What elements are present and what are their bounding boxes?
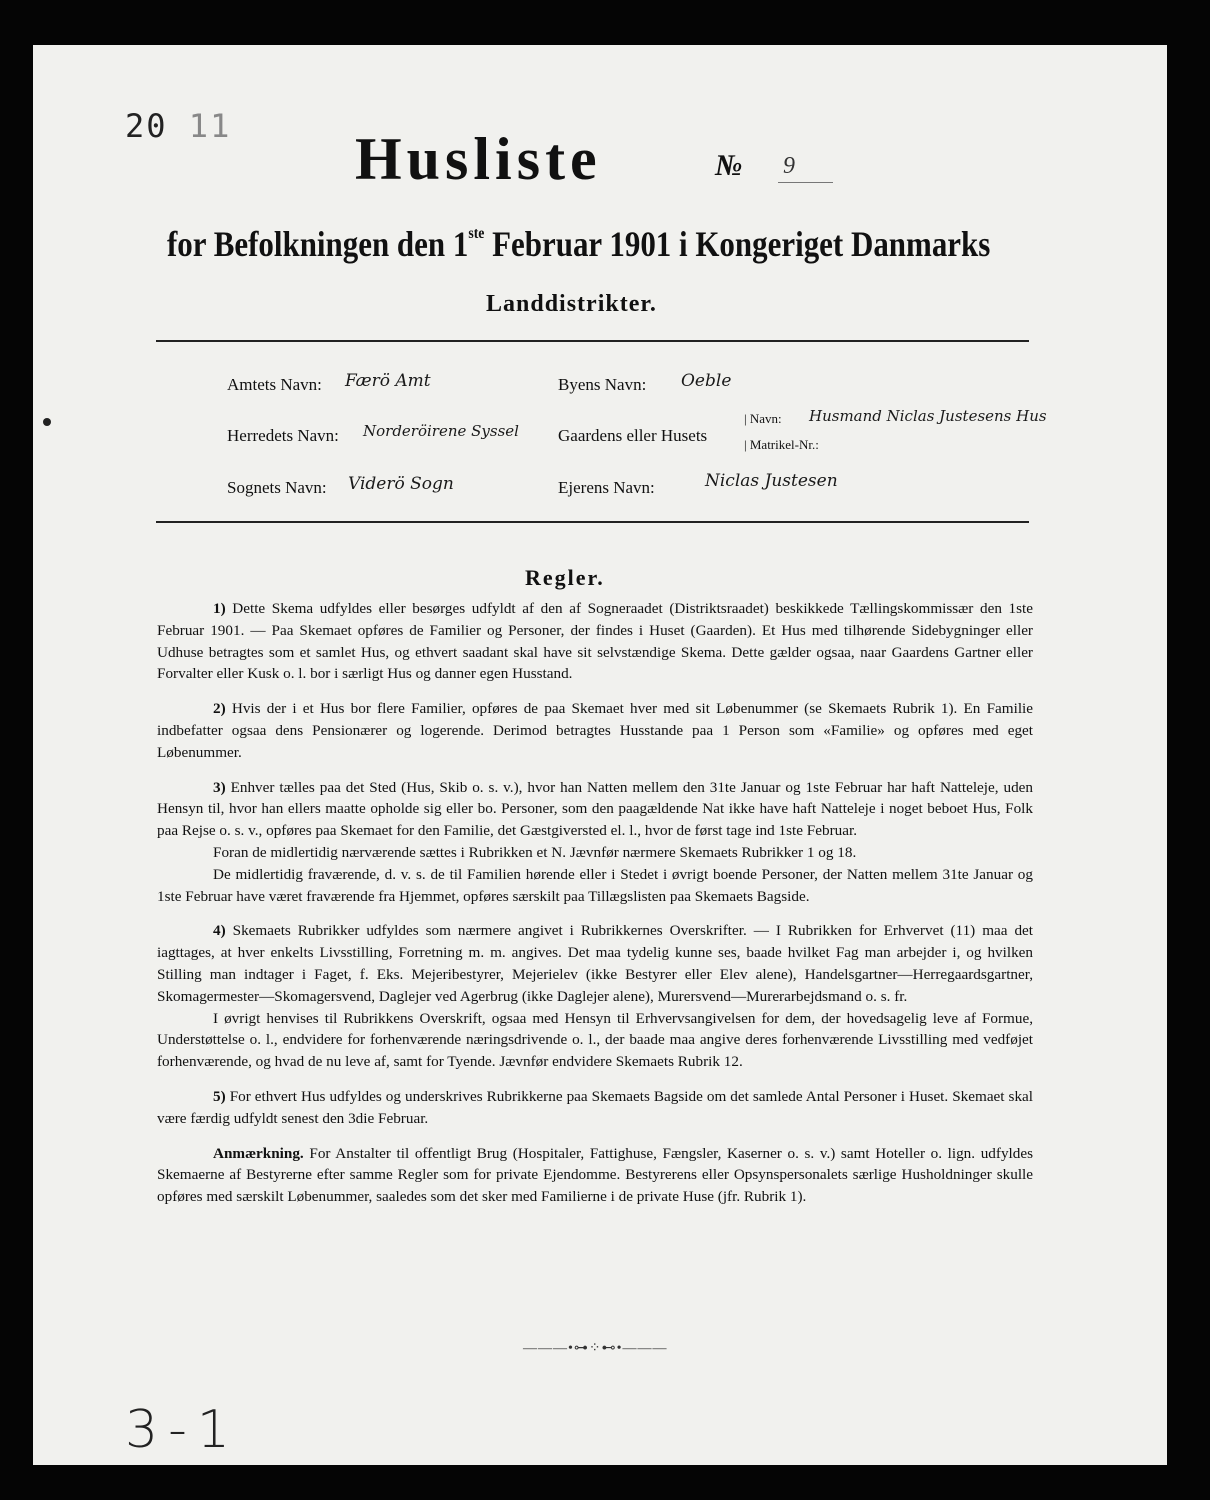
amt-label: Amtets Navn:	[227, 375, 322, 394]
ejer-value: Niclas Justesen	[705, 471, 838, 491]
gaard-label: Gaardens eller Husets	[558, 426, 708, 445]
top-divider	[156, 340, 1029, 342]
navn-field: | Navn:	[744, 411, 782, 426]
form-subtitle: for Befolkningen den 1ste Februar 1901 i Kongeriget Danmarks	[167, 224, 991, 264]
district-heading: Landdistrikter.	[486, 291, 657, 317]
rules-heading: Regler.	[525, 565, 605, 590]
rule-4-note: I øvrigt henvises til Rubrikkens Overskrift, ogsaa med Hensyn til Erhvervsangivelsen for dem, der hovedsagelig leve af Formue, Understøttelse o. l., endvidere for forhenværende næringsdrivende o. l., der baade maa angive deres forhenværende Livsstilling med vedføjet forhenværende, og hvad de nu leve af, samt for Tyende. Jævnfør endvidere Skemaets Rubrik 12.	[157, 1009, 1033, 1071]
matrikel-label: Matrikel-Nr.:	[749, 437, 819, 452]
number-label: №	[715, 149, 743, 182]
rule-3: 3) Enhver tælles paa det Sted (Hus, Skib o. s. v.), hvor han Natten mellem den 31te Januar og 1ste Februar har haft Natteleje, uden Hensyn til, hvor han ellers maatte opholde sig eller bo. Personer, som den paagældende Nat ikke have haft Natteleje i noget beboet Hus, Folk paa Rejse o. s. v., opføres paa Skemaet for den Familie, det Gæstgiversted el. l., hvor de først tage ind 1ste Februar.	[157, 778, 1033, 840]
bottom-divider	[156, 521, 1029, 523]
punch-hole	[43, 418, 51, 426]
serial-number-faded: 11	[188, 107, 232, 145]
sogn-label: Sognets Navn:	[227, 478, 327, 497]
rules-body	[157, 598, 1033, 1208]
rule-3-note-absent: De midlertidig fraværende, d. v. s. de til Familien hørende eller i Stedet i øvrigt boende Personer, der Natten mellem 31te Januar og 1ste Februar have været fraværende fra Hjemmet, opføres særskilt paa Tillægslisten paa Skemaets Bagside.	[157, 865, 1033, 905]
matrikel-field: | Matrikel-Nr.:	[744, 437, 819, 452]
rule-5: 5) For ethvert Hus udfyldes og underskrives Rubrikkerne paa Skemaets Bagside om det samlede Antal Personer i Huset. Skemaet skal være færdig udfyldt senest den 3die Februar.	[157, 1087, 1034, 1127]
form-title: Husliste	[355, 126, 602, 192]
navn-value: Husmand Niclas Justesens Hus	[809, 407, 1047, 425]
serial-number: 20 11	[125, 107, 232, 145]
handwritten-code: 3-1	[125, 1400, 240, 1460]
herred-label: Herredets Navn:	[227, 426, 339, 445]
number-underline	[778, 182, 833, 183]
annotation: Anmærkning. For Anstalter til offentligt Brug (Hospitaler, Fattighuse, Fængsler, Kaserner o. s. v.) samt Hoteller o. lign. udfyldes Skemaerne af Bestyrerne efter samme Regler som for private Ejendomme. Bestyrerens eller Opsynspersonalets særlige Husholdninger skulle opføres med særskilt Løbenummer, saaledes som det sker med Familierne i de private Huse (jfr. Rubrik 1).	[157, 1144, 1034, 1206]
rule-3-note-present: Foran de midlertidig nærværende sættes i Rubrikken et N. Jævnfør nærmere Skemaets Rubrikker 1 og 18.	[213, 843, 857, 861]
rule-2: 2) Hvis der i et Hus bor flere Familier, opføres de paa Skemaet hver med sit Løbenummer (se Skemaets Rubrik 1). En Familie indbefatter ogsaa dens Pensionærer og logerende. Derimod betragtes Husstande paa 1 Person som «Familie» og opføres med eget Løbenummer.	[157, 700, 1034, 761]
ejer-label: Ejerens Navn:	[558, 478, 655, 497]
ornament-divider: ———•⊶⁘⊷•———	[523, 1341, 668, 1356]
byens-label: Byens Navn:	[558, 375, 647, 394]
document-page	[33, 45, 1167, 1465]
rule-4: 4) Skemaets Rubrikker udfyldes som nærmere angivet i Rubrikkernes Overskrifter. — I Rubrikken for Erhvervet (11) maa det iagttages, at hver enkelts Livsstilling, Forretning m. m. angives. Det maa tydelig kunne ses, baade hvilket Fag man arbejder i, og hvilken Stilling man indtager i Faget, f. Eks. Mejeribestyrer, Mejerielev (ikke Bestyrer eller Elev alene), Handelsgartner—Herregaardsgartner, Skomagermester—Skomagersvend, Daglejer ved Agerbrug (ikke Daglejer alene), Murersvend—Murerarbejdsmand o. s. fr.	[157, 922, 1034, 1005]
subtitle-superscript: ste	[468, 225, 485, 242]
sogn-value: Viderö Sogn	[348, 474, 454, 494]
herred-value: Norderöirene Syssel	[363, 422, 519, 440]
navn-label: Navn:	[749, 411, 782, 426]
amt-value: Færö Amt	[345, 371, 431, 391]
rule-1: 1) Dette Skema udfyldes eller besørges udfyldt af den af Sogneraadet (Distriktsraadet) beskikkede Tællingskommissær den 1ste Februar 1901. — Paa Skemaet opføres de Familier og Personer, der findes i Huset (Gaarden). Et Hus med tilhørende Sidebygninger eller Udhuse betragtes som et samlet Hus, og ethvert saadant skal have sit selvstændige Skema. Dette gælder ogsaa, naar Gaardens Gartner eller Forvalter eller Kusk o. l. bor i særligt Hus og danner egen Husstand.	[157, 600, 1033, 683]
number-value: 9	[783, 153, 795, 179]
byens-value: Oeble	[681, 371, 732, 391]
